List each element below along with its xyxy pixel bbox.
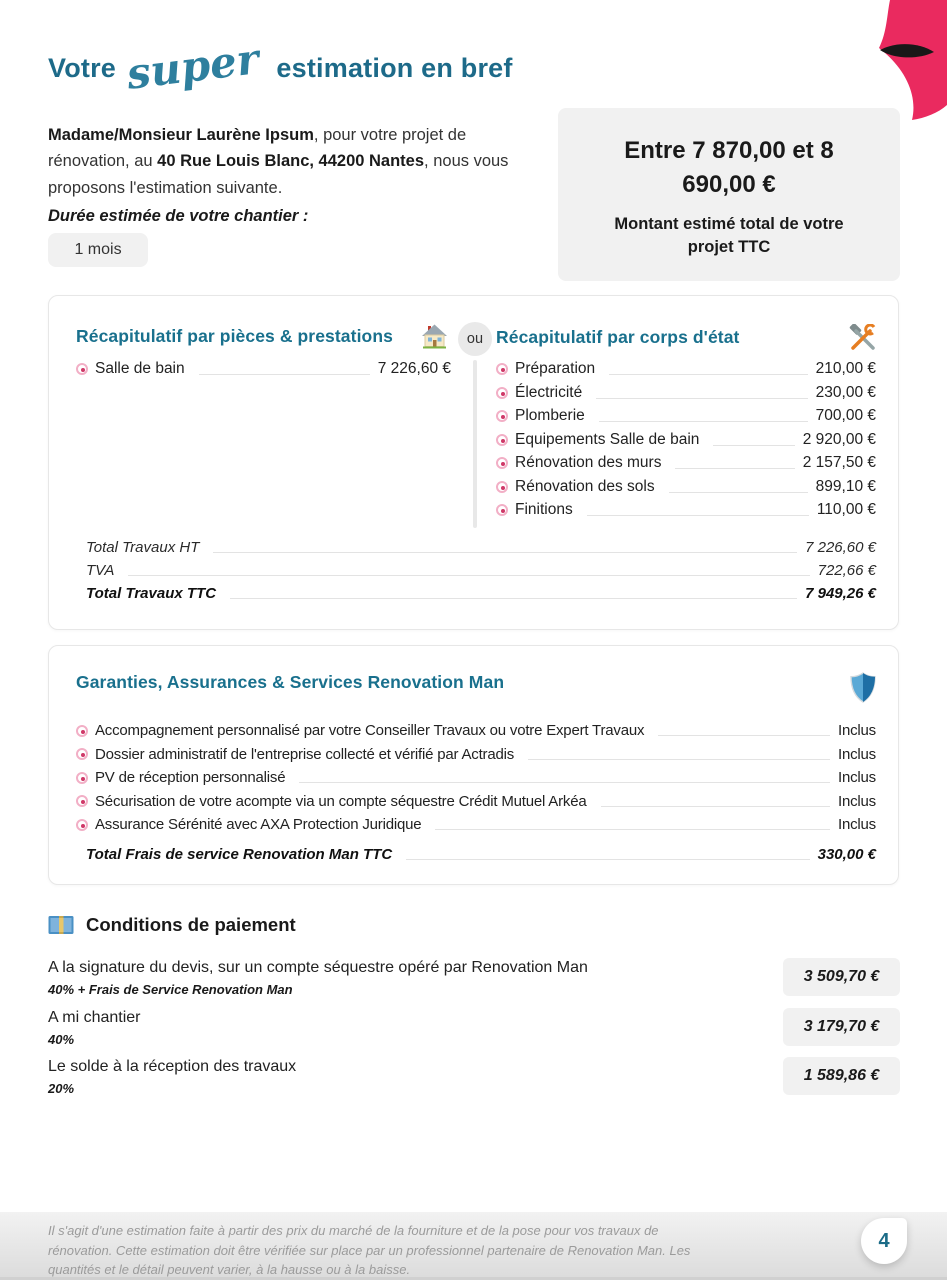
estimate-caption: Montant estimé total de votre projet TTC — [614, 215, 844, 257]
guarantees-title: Garanties, Assurances & Services Renovation Man — [76, 672, 505, 692]
recap-left-title: Récapitulatif par pièces & prestations — [76, 326, 393, 346]
payment-row: Le solde à la réception des travaux 20% — [48, 1058, 297, 1096]
room-label: Salle de bain — [95, 360, 185, 377]
duration-label: Durée estimée de votre chantier : — [48, 207, 309, 225]
guarantee-row: Assurance Sérénité avec AXA Protection Juridique Inclus — [76, 816, 876, 833]
title-script-word: super — [124, 34, 262, 99]
guarantees-header — [76, 672, 876, 703]
works-totals — [86, 539, 876, 602]
project-address: 40 Rue Louis Blanc, 44200 Nantes — [157, 152, 425, 171]
recap-right-header — [496, 324, 876, 351]
payment-amount-badge: 1 589,86 € — [783, 1057, 900, 1095]
total-ht-row: Total Travaux HT 7 226,60 € — [86, 539, 876, 556]
guarantee-row: Sécurisation de votre acompte via un compte séquestre Crédit Mutuel Arkéa Inclus — [76, 793, 876, 810]
trade-row: Finitions 110,00 € — [496, 502, 876, 519]
guarantee-row: Dossier administratif de l'entreprise collecté et vérifié par Actradis Inclus — [76, 746, 876, 763]
duration-badge: 1 mois — [48, 233, 148, 267]
target-bullet-icon — [76, 795, 88, 807]
target-bullet-icon — [76, 725, 88, 737]
trade-row: Préparation 210,00 € — [496, 361, 876, 378]
leader-line — [199, 374, 370, 375]
target-bullet-icon — [76, 772, 88, 784]
recap-trade-list — [496, 361, 876, 519]
target-bullet-icon — [496, 434, 508, 446]
target-bullet-icon — [496, 387, 508, 399]
guarantee-row: Accompagnement personnalisé par votre Conseiller Travaux ou votre Expert Travaux Inclus — [76, 722, 876, 739]
estimate-total-box — [558, 108, 900, 281]
or-divider-badge: ou — [458, 322, 492, 356]
recap-card — [48, 295, 899, 630]
trade-row: Rénovation des murs 2 157,50 € — [496, 455, 876, 472]
trade-row: Plomberie 700,00 € — [496, 408, 876, 425]
trade-row: Rénovation des sols 899,10 € — [496, 479, 876, 496]
target-bullet-icon — [496, 457, 508, 469]
payment-row: A la signature du devis, sur un compte séquestre opéré par Renovation Man 40% + Frais de Service Renovation Man — [48, 959, 588, 997]
guarantee-row: PV de réception personnalisé Inclus — [76, 769, 876, 786]
estimate-range: Entre 7 870,00 et 8 690,00 € — [624, 137, 834, 198]
target-bullet-icon — [496, 363, 508, 375]
title-post: estimation en bref — [276, 53, 513, 83]
target-bullet-icon — [496, 504, 508, 516]
page-title — [48, 34, 513, 99]
guarantees-card — [48, 645, 899, 885]
service-fees-total: Total Frais de service Renovation Man TTC 330,00 € — [86, 846, 876, 863]
shield-icon — [850, 672, 876, 703]
intro-paragraph: Madame/Monsieur Laurène Ipsum, pour votre projet de rénovation, au 40 Rue Louis Blanc, 44200 Nantes, nous vous proposons l'estimation suivante. — [48, 126, 509, 197]
payment-amount-badge: 3 509,70 € — [783, 958, 900, 996]
target-bullet-icon — [76, 748, 88, 760]
title-pre: Votre — [48, 53, 117, 83]
total-ttc-row: Total Travaux TTC 7 949,26 € — [86, 585, 876, 602]
guarantees-list — [76, 722, 876, 833]
renovation-man-logo-icon — [857, 0, 947, 125]
recap-left-header — [76, 324, 448, 349]
payment-section-header — [48, 914, 296, 936]
recap-right-title: Récapitulatif par corps d'état — [496, 327, 740, 347]
trade-row: Électricité 230,00 € — [496, 385, 876, 402]
target-bullet-icon — [496, 410, 508, 422]
payment-title: Conditions de paiement — [86, 914, 296, 935]
recap-room-row — [76, 361, 451, 378]
trade-row: Equipements Salle de bain 2 920,00 € — [496, 432, 876, 449]
disclaimer-text: Il s'agit d'une estimation faite à partir des prix du marché de la fourniture et de la pose pour vos travaux de rénovation. Cette estimation doit être vérifiée sur place par un professionnel partenaire de Renovation Man. Les quantités et le détail peuvent varier, à la hausse ou à la baisse. — [48, 1223, 691, 1277]
house-icon — [421, 324, 448, 349]
page-number-badge: 4 — [861, 1218, 907, 1264]
tools-icon — [849, 324, 876, 351]
page-footer — [0, 1212, 947, 1280]
payment-amount-badge: 3 179,70 € — [783, 1008, 900, 1046]
target-bullet-icon — [496, 481, 508, 493]
client-name: Madame/Monsieur Laurène Ipsum — [48, 126, 314, 144]
tva-row: TVA 722,66 € — [86, 562, 876, 579]
target-bullet-icon — [76, 363, 88, 375]
room-value: 7 226,60 € — [377, 360, 451, 377]
vertical-divider — [473, 360, 477, 528]
target-bullet-icon — [76, 819, 88, 831]
banknote-icon — [48, 915, 74, 935]
payment-row: A mi chantier 40% — [48, 1009, 141, 1047]
